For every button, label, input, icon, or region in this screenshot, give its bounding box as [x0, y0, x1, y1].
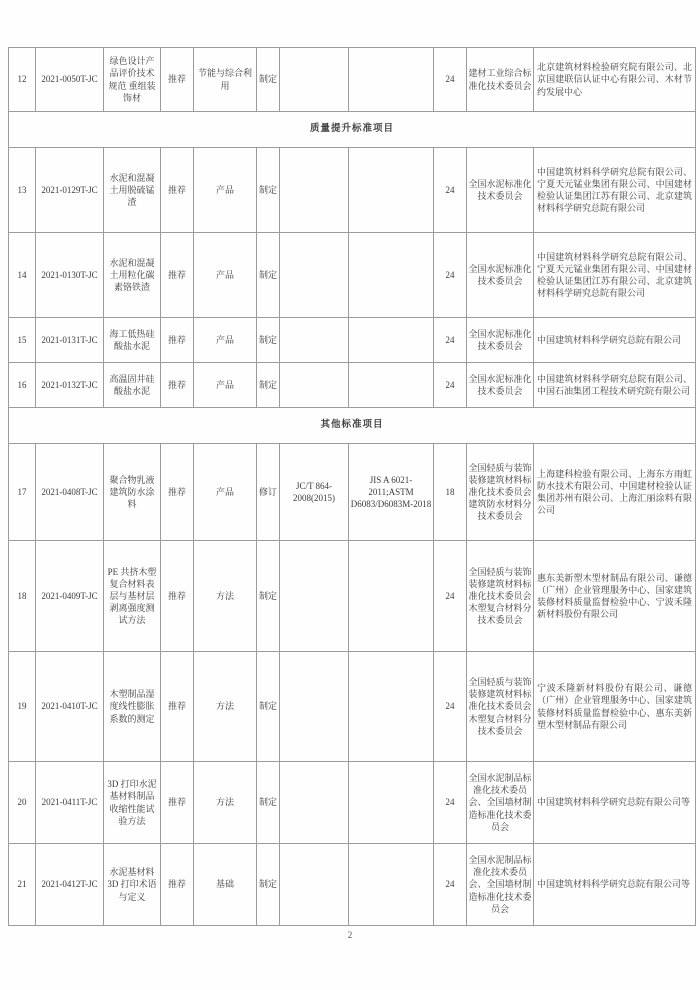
cell-seq: 19: [9, 652, 36, 762]
cell-revised-standard: [280, 318, 349, 363]
cell-project-name: 绿色设计产品评价技术规范 重组装饰材: [104, 48, 161, 112]
cell-project-name: 水泥和混凝土用粒化碳素铬铁渣: [104, 233, 161, 318]
cell-nature: 推荐: [161, 541, 194, 652]
cell-organizations: 宁波禾隆新材料股份有限公司、谦德（广州）企业管理服务中心、国家建筑装修材料质量监督检验中心、惠东美新塑木型材制品有限公司: [534, 652, 696, 762]
cell-project-name: 木塑制品湿度线性膨胀系数的测定: [104, 652, 161, 762]
cell-action: 制定: [257, 233, 280, 318]
cell-category: 方法: [194, 762, 257, 844]
cell-committee: 全国水泥标准化技术委员会: [467, 318, 534, 363]
cell-organizations: 上海建科检验有限公司、上海东方雨虹防水技术有限公司、中国建材检验认证集团苏州有限公司、上海汇丽涂料有限公司: [534, 444, 696, 541]
cell-plan-no: 2021-0131T-JC: [36, 318, 104, 363]
cell-organizations: 中国建筑材料科学研究总院有限公司等: [534, 844, 696, 926]
cell-plan-no: 2021-0411T-JC: [36, 762, 104, 844]
cell-nature: 推荐: [161, 363, 194, 408]
cell-nature: 推荐: [161, 48, 194, 112]
cell-revised-standard: [280, 48, 349, 112]
table-row: [9, 318, 696, 363]
cell-adopted-standard: [349, 652, 434, 762]
cell-plan-no: 2021-0408T-JC: [36, 444, 104, 541]
cell-action: 制定: [257, 762, 280, 844]
cell-project-name: 高温固井硅酸盐水泥: [104, 363, 161, 408]
cell-revised-standard: JC/T 864-2008(2015): [280, 444, 349, 541]
cell-organizations: 中国建筑材料科学研究总院有限公司、中国石油集团工程技术研究院有限公司: [534, 363, 696, 408]
cell-adopted-standard: [349, 363, 434, 408]
table-row: [9, 233, 696, 318]
cell-nature: 推荐: [161, 318, 194, 363]
section-title: 质量提升标准项目: [9, 112, 696, 148]
cell-seq: 13: [9, 148, 36, 233]
cell-seq: 17: [9, 444, 36, 541]
cell-revised-standard: [280, 762, 349, 844]
cell-plan-no: 2021-0130T-JC: [36, 233, 104, 318]
cell-months: 24: [434, 652, 467, 762]
section-header-row: [9, 408, 696, 444]
cell-project-name: 水泥和混凝土用脱硫锰渣: [104, 148, 161, 233]
cell-months: 24: [434, 363, 467, 408]
cell-plan-no: 2021-0132T-JC: [36, 363, 104, 408]
cell-project-name: 海工低热硅酸盐水泥: [104, 318, 161, 363]
cell-category: 产品: [194, 148, 257, 233]
page-number: 2: [347, 930, 353, 940]
cell-nature: 推荐: [161, 762, 194, 844]
cell-adopted-standard: [349, 148, 434, 233]
cell-adopted-standard: [349, 48, 434, 112]
cell-category: 方法: [194, 541, 257, 652]
cell-organizations: 北京建筑材料检验研究院有限公司、北京国建联信认证中心有限公司、木材节约发展中心: [534, 48, 696, 112]
cell-organizations: 中国建筑材料科学研究总院有限公司: [534, 318, 696, 363]
cell-revised-standard: [280, 844, 349, 926]
cell-months: 24: [434, 844, 467, 926]
cell-organizations: 惠东美新塑木型材制品有限公司、谦德（广州）企业管理服务中心、国家建筑装修材料质量监督检验中心、宁波禾隆新材料股份有限公司: [534, 541, 696, 652]
cell-category: 产品: [194, 233, 257, 318]
cell-category: 产品: [194, 318, 257, 363]
cell-committee: 全国轻质与装饰装修建筑材料标准化技术委员会建筑防水材料分技术委员会: [467, 444, 534, 541]
cell-project-name: 聚合物乳液建筑防水涂料: [104, 444, 161, 541]
cell-action: 修订: [257, 444, 280, 541]
cell-plan-no: 2021-0409T-JC: [36, 541, 104, 652]
cell-category: 节能与综合利用: [194, 48, 257, 112]
cell-seq: 21: [9, 844, 36, 926]
cell-months: 24: [434, 48, 467, 112]
cell-adopted-standard: JIS A 6021-2011;ASTM D6083/D6083M-2018: [349, 444, 434, 541]
cell-action: 制定: [257, 844, 280, 926]
cell-committee: 全国轻质与装饰装修建筑材料标准化技术委员会木塑复合材料分技术委员会: [467, 652, 534, 762]
cell-committee: 全国轻质与装饰装修建筑材料标准化技术委员会木塑复合材料分技术委员会: [467, 541, 534, 652]
cell-months: 18: [434, 444, 467, 541]
cell-adopted-standard: [349, 844, 434, 926]
cell-organizations: 中国建筑材料科学研究总院有限公司、宁夏天元锰业集团有限公司、中国建材检验认证集团江苏有限公司、北京建筑材料科学研究总院有限公司: [534, 233, 696, 318]
cell-committee: 全国水泥标准化技术委员会: [467, 233, 534, 318]
cell-revised-standard: [280, 148, 349, 233]
cell-project-name: 水泥基材料 3D 打印术语与定义: [104, 844, 161, 926]
cell-months: 24: [434, 318, 467, 363]
cell-seq: 15: [9, 318, 36, 363]
cell-plan-no: 2021-0410T-JC: [36, 652, 104, 762]
cell-project-name: PE 共挤木塑复合材料表层与基材层剥离强度测试方法: [104, 541, 161, 652]
cell-adopted-standard: [349, 541, 434, 652]
cell-committee: 全国水泥制品标准化技术委员会、全国墙材制造标准化技术委员会: [467, 844, 534, 926]
cell-category: 方法: [194, 652, 257, 762]
cell-seq: 12: [9, 48, 36, 112]
cell-committee: 全国水泥制品标准化技术委员会、全国墙材制造标准化技术委员会: [467, 762, 534, 844]
cell-organizations: 中国建筑材料科学研究总院有限公司等: [534, 762, 696, 844]
cell-nature: 推荐: [161, 844, 194, 926]
cell-action: 制定: [257, 48, 280, 112]
cell-category: 产品: [194, 444, 257, 541]
table-row: [9, 444, 696, 541]
cell-adopted-standard: [349, 318, 434, 363]
cell-revised-standard: [280, 541, 349, 652]
cell-committee: 全国水泥标准化技术委员会: [467, 148, 534, 233]
cell-committee: 建材工业综合标准化技术委员会: [467, 48, 534, 112]
cell-adopted-standard: [349, 762, 434, 844]
cell-plan-no: 2021-0412T-JC: [36, 844, 104, 926]
cell-nature: 推荐: [161, 233, 194, 318]
cell-months: 24: [434, 762, 467, 844]
table-row: [9, 844, 696, 926]
standards-plan-table: [8, 47, 696, 926]
table-row: [9, 652, 696, 762]
cell-committee: 全国水泥标准化技术委员会: [467, 363, 534, 408]
table-row: [9, 762, 696, 844]
cell-category: 产品: [194, 363, 257, 408]
table-row: [9, 363, 696, 408]
cell-action: 制定: [257, 363, 280, 408]
cell-category: 基础: [194, 844, 257, 926]
cell-action: 制定: [257, 652, 280, 762]
section-title: 其他标准项目: [9, 408, 696, 444]
cell-seq: 18: [9, 541, 36, 652]
cell-plan-no: 2021-0050T-JC: [36, 48, 104, 112]
cell-nature: 推荐: [161, 148, 194, 233]
cell-revised-standard: [280, 233, 349, 318]
section-header-row: [9, 112, 696, 148]
cell-action: 制定: [257, 541, 280, 652]
cell-seq: 14: [9, 233, 36, 318]
cell-project-name: 3D 打印水泥基材料制品收缩性能试验方法: [104, 762, 161, 844]
cell-seq: 16: [9, 363, 36, 408]
cell-revised-standard: [280, 652, 349, 762]
table-row: [9, 148, 696, 233]
cell-organizations: 中国建筑材料科学研究总院有限公司、宁夏天元锰业集团有限公司、中国建材检验认证集团江苏有限公司、北京建筑材料科学研究总院有限公司: [534, 148, 696, 233]
table-row: [9, 541, 696, 652]
cell-revised-standard: [280, 363, 349, 408]
table-row: [9, 48, 696, 112]
cell-nature: 推荐: [161, 444, 194, 541]
cell-months: 24: [434, 541, 467, 652]
cell-months: 24: [434, 148, 467, 233]
cell-action: 制定: [257, 318, 280, 363]
cell-seq: 20: [9, 762, 36, 844]
cell-months: 24: [434, 233, 467, 318]
cell-plan-no: 2021-0129T-JC: [36, 148, 104, 233]
cell-nature: 推荐: [161, 652, 194, 762]
cell-adopted-standard: [349, 233, 434, 318]
cell-action: 制定: [257, 148, 280, 233]
